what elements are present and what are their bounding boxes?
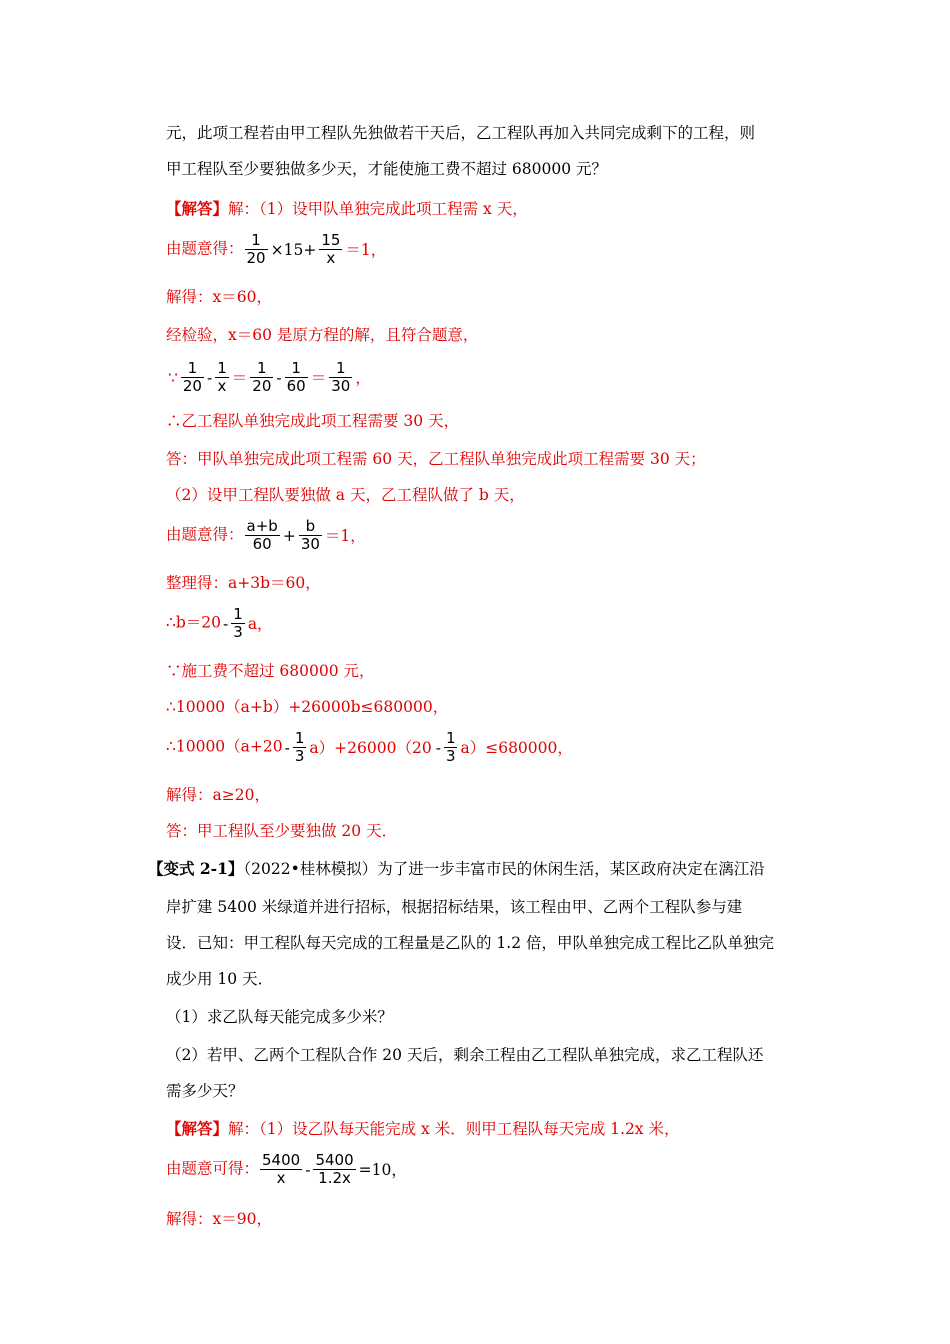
fraction: $\frac{1}{x}$ [217,359,227,395]
fraction: $\frac{b}{30}$ [300,517,320,553]
inequality-2: ∴10000（a+20 - $\frac{1}{3}$ a）+26000（20 - $\frac{1}{3}$ a）≤680000， [166,729,573,765]
equation-3: 由题意得： $\frac{a+b}{60}$ + $\frac{b}{30}$ ＝1， [166,517,366,553]
solve-line-1: 解得：x＝60， [166,288,272,306]
fraction: $\frac{1}{3}$ [445,729,456,765]
equation-1: 由题意得： $\frac{1}{20}$ ×15+ $\frac{15}{x}$ ＝1， [166,231,387,267]
fraction: $\frac{a+b}{60}$ [246,517,278,553]
variant-line-1: 【变式 2-1】（2022•桂林模拟）为了进一步丰富市民的休闲生活，某区政府决定在漓江沿 [148,859,765,878]
equation-1-prefix: 由题意得： [166,239,244,258]
problem-text-line-2: 甲工程队至少要独做多少天，才能使施工费不超过 680000 元？ [166,160,608,178]
question-1: （1）求乙队每天能完成多少米？ [166,1008,393,1026]
therefore-line-1: ∴乙工程队单独完成此项工程需要 30 天， [166,412,460,430]
answer-2-intro-line: 【解答】解：（1）设乙队每天能完成 x 米．则甲工程队每天完成 1.2x 米， [166,1119,680,1138]
answer-line-1: 答：甲队单独完成此项工程需 60 天，乙工程队单独完成此项工程需要 30 天； [166,450,706,468]
fraction: $\frac{1}{20}$ [246,231,266,267]
answer-line-2: 答：甲工程队至少要独做 20 天． [166,822,398,840]
because-symbol: ∵ [168,368,178,387]
cost-line: ∵施工费不超过 680000 元， [166,662,375,680]
answer-heading: 【解答】 [166,199,229,218]
check-line: 经检验，x＝60 是原方程的解，且符合题意， [166,326,479,344]
fraction: $\frac{1}{20}$ [182,359,202,395]
variant-line-2: 岸扩建 5400 米绿道并进行招标，根据招标结果，该工程由甲、乙两个工程队参与建 [166,898,743,916]
fraction: $\frac{1}{60}$ [286,359,306,395]
variant-line-4: 成少用 10 天． [166,970,274,988]
equation-4: ∴b＝20 - $\frac{1}{3}$ a， [166,605,273,641]
answer-2-solve: 解得：x＝90， [166,1210,272,1228]
fraction: $\frac{1}{3}$ [294,729,305,765]
part-2-line: （2）设甲工程队要独做 a 天，乙工程队做了 b 天， [166,486,525,504]
answer-intro-line [166,198,528,220]
fraction: $\frac{1}{3}$ [233,605,243,641]
answer-intro: 解：（1）设甲队单独完成此项工程需 x 天， [228,200,528,218]
fraction: $\frac{5400}{1.2x}$ [315,1151,354,1187]
equation-2: ∵ $\frac{1}{20}$ - $\frac{1}{x}$ ＝ $\frac{1}{20}$ - $\frac{1}{60}$ ＝ $\frac{1}{30}$ ， [168,359,371,395]
fraction: $\frac{15}{x}$ [321,231,341,267]
answer-2-heading: 【解答】 [166,1119,229,1138]
fraction: $\frac{1}{20}$ [252,359,272,395]
simplify-line: 整理得：a+3b＝60， [166,574,321,592]
inequality-1: ∴10000（a+b）+26000b≤680000， [166,698,449,716]
fraction: $\frac{1}{30}$ [331,359,351,395]
question-2-line-1: （2）若甲、乙两个工程队合作 20 天后，剩余工程由乙工程队单独完成，求乙工程队还 [166,1046,764,1064]
variant-title: 【变式 2-1】 [148,859,244,878]
problem-text-line-1: 元，此项工程若由甲工程队先独做若干天后，乙工程队再加入共同完成剩下的工程，则 [166,124,756,142]
answer-2-equation: 由题意可得： $\frac{5400}{x}$ - $\frac{5400}{1.2x}$ =10， [166,1151,407,1187]
solve-line-2: 解得：a≥20， [166,786,270,804]
question-2-line-2: 需多少天？ [166,1082,244,1100]
fraction: $\frac{5400}{x}$ [262,1151,301,1187]
variant-line-3: 设．已知：甲工程队每天完成的工程量是乙队的 1.2 倍，甲队单独完成工程比乙队单独完 [166,934,775,952]
